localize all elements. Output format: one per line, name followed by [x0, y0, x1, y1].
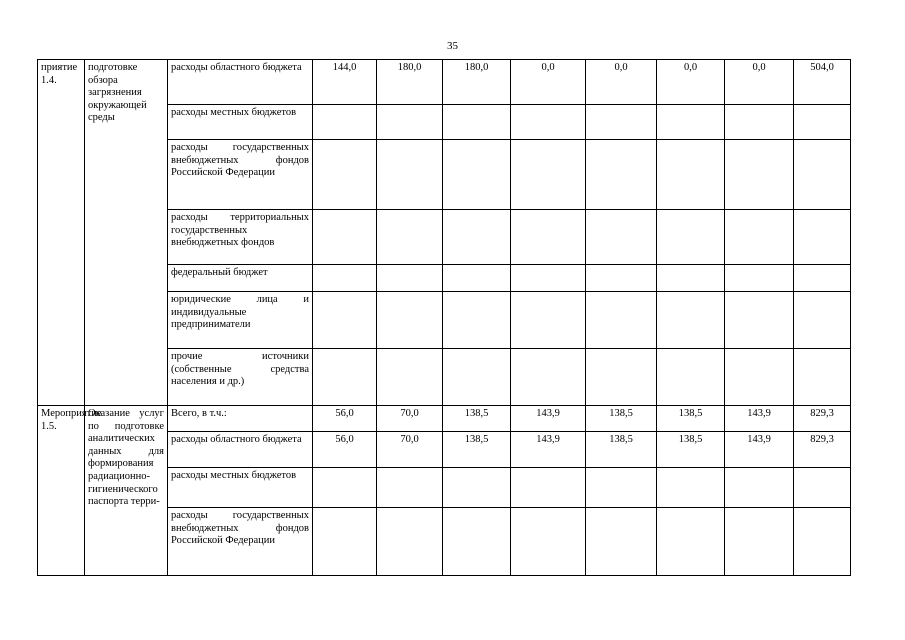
source-cell: расходы государственных внебюджетных фондов Российской Федерации	[168, 508, 313, 576]
total-cell	[794, 468, 851, 508]
value-cell: 138,5	[586, 432, 657, 468]
value-cell	[377, 265, 443, 292]
value-cell	[313, 265, 377, 292]
value-cell	[586, 105, 657, 140]
value-cell: 143,9	[511, 432, 586, 468]
value-cell	[725, 508, 794, 576]
value-cell	[511, 105, 586, 140]
value-cell	[313, 468, 377, 508]
value-cell	[443, 140, 511, 210]
value-cell	[511, 349, 586, 406]
source-cell: расходы областного бюджета	[168, 432, 313, 468]
value-cell	[313, 349, 377, 406]
total-cell	[794, 292, 851, 349]
description-cell: подготовке обзора загрязнения окружающей среды	[85, 60, 168, 406]
value-cell	[725, 105, 794, 140]
total-cell	[794, 265, 851, 292]
value-cell	[586, 265, 657, 292]
value-cell	[586, 210, 657, 265]
value-cell	[586, 508, 657, 576]
value-cell	[377, 508, 443, 576]
source-cell: юридические лица и индивидуальные предприниматели	[168, 292, 313, 349]
value-cell	[586, 292, 657, 349]
value-cell	[657, 468, 725, 508]
description-cell: Оказание услуг по подготовке аналитических данных для формирования радиационно-гигиенического паспорта терри-	[85, 406, 168, 576]
value-cell: 56,0	[313, 432, 377, 468]
value-cell	[511, 292, 586, 349]
source-cell: расходы территориальных государственных внебюджетных фондов	[168, 210, 313, 265]
value-cell	[377, 105, 443, 140]
value-cell	[443, 468, 511, 508]
source-cell: расходы государственных внебюджетных фондов Российской Федерации	[168, 140, 313, 210]
value-cell: 138,5	[586, 406, 657, 432]
total-cell: 829,3	[794, 432, 851, 468]
event-cell: Мероприятие 1.5.	[38, 406, 85, 576]
value-cell	[657, 105, 725, 140]
table-row	[38, 406, 851, 432]
value-cell: 138,5	[657, 406, 725, 432]
value-cell: 180,0	[443, 60, 511, 105]
value-cell	[657, 508, 725, 576]
total-cell	[794, 508, 851, 576]
value-cell	[443, 292, 511, 349]
value-cell: 70,0	[377, 432, 443, 468]
value-cell	[377, 349, 443, 406]
value-cell: 0,0	[725, 60, 794, 105]
value-cell: 144,0	[313, 60, 377, 105]
value-cell: 180,0	[377, 60, 443, 105]
value-cell: 70,0	[377, 406, 443, 432]
value-cell	[313, 140, 377, 210]
value-cell	[657, 265, 725, 292]
source-cell: федеральный бюджет	[168, 265, 313, 292]
value-cell	[657, 349, 725, 406]
value-cell	[313, 292, 377, 349]
value-cell: 138,5	[443, 432, 511, 468]
value-cell	[377, 210, 443, 265]
value-cell	[511, 140, 586, 210]
source-cell: расходы местных бюджетов	[168, 105, 313, 140]
source-cell: прочие источники (собственные средства населения и др.)	[168, 349, 313, 406]
total-cell: 829,3	[794, 406, 851, 432]
value-cell	[725, 468, 794, 508]
value-cell: 143,9	[725, 406, 794, 432]
source-cell: Всего, в т.ч.:	[168, 406, 313, 432]
value-cell: 0,0	[511, 60, 586, 105]
budget-table	[37, 59, 851, 576]
value-cell	[443, 210, 511, 265]
source-cell: расходы областного бюджета	[168, 60, 313, 105]
total-cell	[794, 349, 851, 406]
value-cell: 56,0	[313, 406, 377, 432]
value-cell	[586, 140, 657, 210]
value-cell	[313, 508, 377, 576]
value-cell	[511, 265, 586, 292]
value-cell	[586, 349, 657, 406]
value-cell	[511, 508, 586, 576]
total-cell	[794, 105, 851, 140]
value-cell	[313, 105, 377, 140]
value-cell	[725, 210, 794, 265]
event-cell: приятие 1.4.	[38, 60, 85, 406]
table-row	[38, 60, 851, 105]
value-cell	[377, 292, 443, 349]
value-cell: 143,9	[725, 432, 794, 468]
value-cell: 0,0	[657, 60, 725, 105]
value-cell: 138,5	[443, 406, 511, 432]
value-cell: 0,0	[586, 60, 657, 105]
value-cell	[443, 349, 511, 406]
page-number: 35	[447, 40, 458, 52]
value-cell	[443, 508, 511, 576]
value-cell	[586, 468, 657, 508]
source-cell: расходы местных бюджетов	[168, 468, 313, 508]
value-cell	[377, 140, 443, 210]
total-cell: 504,0	[794, 60, 851, 105]
value-cell	[511, 210, 586, 265]
value-cell: 138,5	[657, 432, 725, 468]
total-cell	[794, 140, 851, 210]
total-cell	[794, 210, 851, 265]
value-cell	[657, 292, 725, 349]
value-cell	[313, 210, 377, 265]
value-cell	[443, 105, 511, 140]
value-cell	[377, 468, 443, 508]
value-cell	[511, 468, 586, 508]
value-cell	[725, 292, 794, 349]
value-cell: 143,9	[511, 406, 586, 432]
value-cell	[725, 140, 794, 210]
value-cell	[725, 265, 794, 292]
value-cell	[725, 349, 794, 406]
value-cell	[657, 140, 725, 210]
value-cell	[657, 210, 725, 265]
value-cell	[443, 265, 511, 292]
